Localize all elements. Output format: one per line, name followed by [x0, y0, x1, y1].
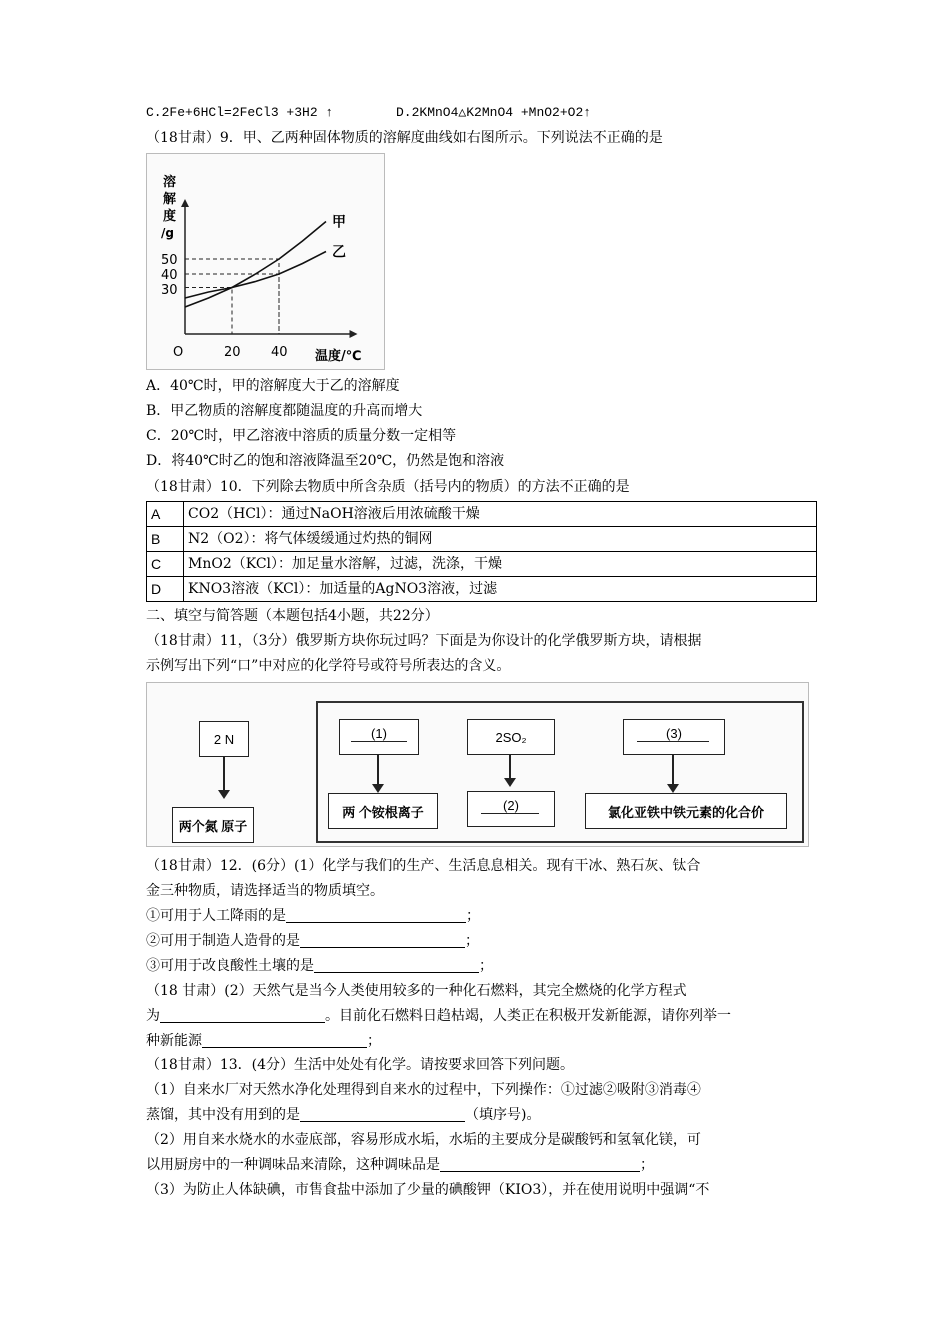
- q12-sub2-line2: [146, 1007, 731, 1025]
- blank-2-line[interactable]: [481, 813, 539, 814]
- q12-blank-3[interactable]: [314, 958, 479, 973]
- row-text: CO2（HCl）：通过NaOH溶液后用浓硫酸干燥: [184, 502, 817, 527]
- blank-1-box: [339, 719, 419, 755]
- q9-option-d: D．将40℃时乙的饱和溶液降温至20℃，仍然是饱和溶液: [146, 453, 505, 469]
- series-line-jia: [185, 222, 326, 308]
- blank-3-box: [623, 719, 725, 755]
- q10-stem: （18甘肃）10．下列除去物质中所含杂质（括号内的物质）的方法不正确的是: [146, 479, 630, 495]
- q13-blank-1[interactable]: [300, 1107, 465, 1122]
- q12-item-1: ①可用于人工降雨的是 ；: [146, 908, 480, 924]
- y-axis-label: 解: [163, 192, 177, 207]
- row-text: MnO2（KCl）：加足量水溶解，过滤，洗涤，干燥: [184, 552, 817, 577]
- q12-sub2-line3-text: 种新能源: [146, 1033, 202, 1049]
- x-tick-label: 40: [271, 345, 288, 360]
- q13-p2-line1: （2）用自来水烧水的水壶底部，容易形成水垢，水垢的主要成分是碳酸钙和氢氧化镁，可: [146, 1132, 701, 1148]
- q13-blank-2[interactable]: [440, 1157, 640, 1172]
- q12-item-3-text: ③可用于改良酸性土壤的是: [146, 958, 314, 974]
- solubility-chart: [147, 154, 384, 369]
- q12-sub2-line1: （18 甘肃）(2）天然气是当今人类使用较多的一种化石燃料，其完全燃烧的化学方程式: [146, 983, 687, 999]
- table-row: [147, 527, 817, 552]
- y-axis-label: 度: [163, 209, 177, 224]
- example-meaning-box: 两个氮 原子: [172, 807, 254, 843]
- q12-item-2: ②可用于制造人造骨的是 ；: [146, 933, 479, 949]
- q12-sub2-line3: 种新能源 ；: [146, 1033, 381, 1049]
- q9-option-a: A．40℃时，甲的溶解度大于乙的溶解度: [146, 378, 400, 394]
- q12-item-2-text: ②可用于制造人造骨的是: [146, 933, 300, 949]
- blank-3-label: (3): [666, 725, 682, 741]
- blank-2-label: (2): [503, 797, 519, 813]
- table-row: [147, 552, 817, 577]
- arrow-icon: [377, 755, 379, 791]
- q11-line1: （18甘肃）11，（3分）俄罗斯方块你玩过吗？下面是为你设计的化学俄罗斯方块，请根据: [146, 633, 702, 649]
- example-symbol-box: 2 N: [199, 721, 249, 757]
- x-axis-label: 温度/℃: [315, 349, 362, 364]
- series-label: 乙: [332, 244, 346, 261]
- y-tick-label: 50: [161, 253, 178, 268]
- box-2-symbol: 2SO₂: [467, 719, 555, 755]
- box-3-meaning: 氯化亚铁中铁元素的化合价: [585, 793, 787, 829]
- q12-blank-1[interactable]: [286, 908, 466, 923]
- x-axis-arrow: [350, 330, 358, 338]
- arrow-icon: [672, 755, 674, 791]
- tetris-diagram: [146, 682, 809, 847]
- q12-blank-5[interactable]: [202, 1033, 367, 1048]
- table-row: [147, 502, 817, 527]
- q12-sub2-line2b: 。目前化石燃料日趋枯竭，人类正在积极开发新能源，请你列举一: [325, 1008, 731, 1024]
- arrow-icon: [509, 755, 511, 785]
- blank-3-line[interactable]: [637, 741, 709, 742]
- arrow-icon: [223, 757, 225, 797]
- row-key: B: [147, 527, 184, 552]
- blank-2-box: [467, 791, 555, 827]
- q13-p3-line1: （3）为防止人体缺碘，市售食盐中添加了少量的碘酸钾（KIO3），并在使用说明中强调“不: [146, 1182, 710, 1198]
- option-c-equation: C.2Fe+6HCl=2FeCl3 +3H2 ↑: [146, 105, 334, 120]
- y-tick-label: 30: [161, 283, 178, 298]
- q13-p1-line2b: （填序号)。: [465, 1107, 541, 1123]
- q13-p1-line2a: 蒸馏，其中没有用到的是: [146, 1107, 300, 1123]
- blank-1-label: (1): [371, 725, 387, 741]
- q12-blank-4[interactable]: [160, 1008, 325, 1023]
- y-axis-arrow: [181, 199, 189, 207]
- q9-option-b: B．甲乙物质的溶解度都随温度的升高而增大: [146, 403, 423, 419]
- row-text: N2（O2）：将气体缓缓通过灼热的铜网: [184, 527, 817, 552]
- x-tick-label: 20: [224, 345, 241, 360]
- y-axis-label-unit: /g: [161, 226, 174, 240]
- q13-stem: （18甘肃）13．(4分）生活中处处有化学。请按要求回答下列问题。: [146, 1057, 574, 1073]
- q9-stem: （18甘肃）9．甲、乙两种固体物质的溶解度曲线如右图所示。下列说法不正确的是: [146, 130, 663, 146]
- guide-line: [185, 288, 232, 335]
- q9-option-c: C．20℃时，甲乙溶液中溶质的质量分数一定相等: [146, 428, 457, 444]
- option-d-equation: D.2KMnO4△K2MnO4 +MnO2+O2↑: [396, 105, 592, 120]
- q12-item-1-text: ①可用于人工降雨的是: [146, 908, 286, 924]
- row-key: D: [147, 577, 184, 602]
- row-text: KNO3溶液（KCl）：加适量的AgNO3溶液，过滤: [184, 577, 817, 602]
- q11-line2: 示例写出下列“口”中对应的化学符号或符号所表达的含义。: [146, 658, 511, 674]
- q13-p1-line2: [146, 1106, 540, 1124]
- q12-line1: （18甘肃）12．(6分）(1）化学与我们的生产、生活息息相关。现有干冰、熟石灰、钛合: [146, 858, 701, 874]
- origin-label: O: [173, 345, 184, 360]
- blank-1-line[interactable]: [351, 741, 407, 742]
- box-1-meaning: 两 个铵根离子: [328, 793, 438, 829]
- q12-item-3: ③可用于改良酸性土壤的是 ；: [146, 958, 493, 974]
- q12-blank-2[interactable]: [300, 933, 465, 948]
- q12-sub2-line2a: 为: [146, 1008, 160, 1024]
- q12-line2: 金三种物质，请选择适当的物质填空。: [146, 883, 384, 899]
- table-row: [147, 577, 817, 602]
- q13-p1-line1: （1）自来水厂对天然水净化处理得到自来水的过程中，下列操作：①过滤②吸附③消毒④: [146, 1082, 701, 1098]
- q10-table: [146, 501, 817, 602]
- section-2-title: 二、填空与简答题（本题包括4小题，共22分）: [146, 608, 439, 624]
- q13-p2-line2: 以用厨房中的一种调味品来清除，这种调味品是 ；: [146, 1157, 654, 1173]
- series-label: 甲: [332, 214, 346, 231]
- y-axis-label: 溶: [163, 175, 177, 190]
- q13-p2-line2-text: 以用厨房中的一种调味品来清除，这种调味品是: [146, 1157, 440, 1173]
- row-key: C: [147, 552, 184, 577]
- solubility-chart-frame: [146, 153, 385, 370]
- row-key: A: [147, 502, 184, 527]
- y-tick-label: 40: [161, 268, 178, 283]
